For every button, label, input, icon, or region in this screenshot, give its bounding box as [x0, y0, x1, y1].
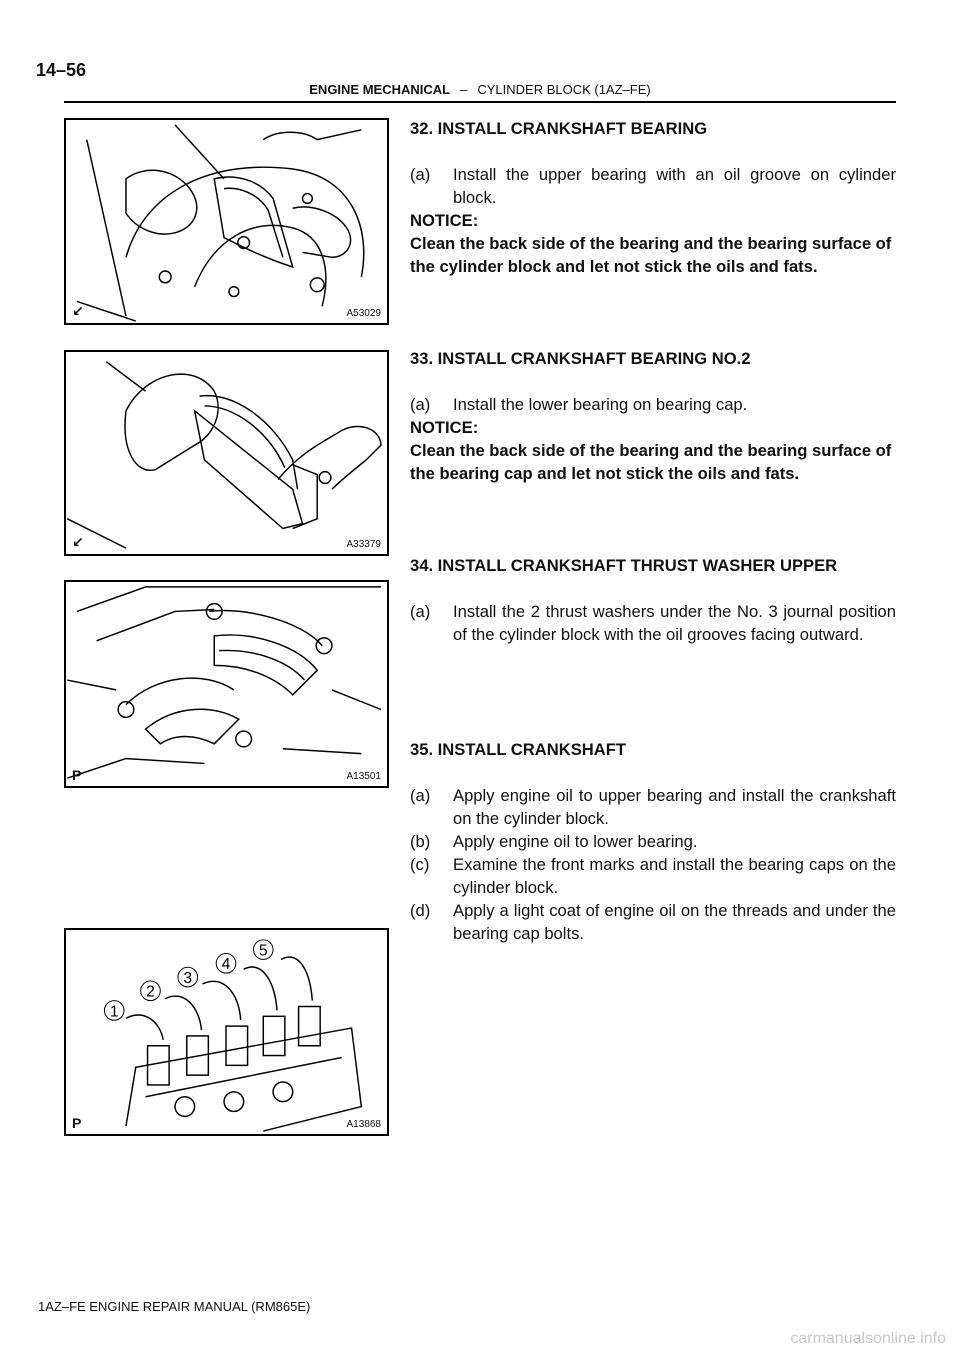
figure-mark: P — [72, 1115, 82, 1131]
step-item — [410, 163, 896, 209]
item-text: Install the lower bearing on bearing cap. — [453, 395, 748, 414]
figure-mark: P — [72, 767, 82, 783]
item-text: Apply engine oil to upper bearing and install the crankshaft on the cylinder block. — [453, 786, 896, 828]
step-title: 33. INSTALL CRANKSHAFT BEARING NO.2 — [410, 349, 751, 368]
header-separator: – — [460, 82, 468, 97]
illustration-crankshaft-caps — [66, 930, 387, 1134]
item-label: (d) — [410, 901, 431, 920]
step-34 — [410, 554, 896, 646]
page-header — [0, 82, 960, 97]
item-text: Apply engine oil to lower bearing. — [453, 832, 698, 851]
header-rule — [64, 101, 896, 103]
item-label: (a) — [410, 786, 431, 805]
step-33 — [410, 347, 896, 485]
notice-label: NOTICE: — [410, 418, 479, 437]
item-label: (a) — [410, 165, 431, 184]
step-35 — [410, 738, 896, 945]
page-number: 14–56 — [36, 60, 87, 80]
figure-mark: ↙ — [72, 303, 84, 319]
notice-text: Clean the back side of the bearing and the bearing surface of the cylinder block and let not stick the oils and fats. — [410, 234, 892, 276]
step-title: 35. INSTALL CRANKSHAFT — [410, 740, 627, 759]
figure-code: A13868 — [346, 1119, 381, 1130]
item-label: (a) — [410, 602, 431, 621]
figure-mark: ↙ — [72, 534, 84, 550]
step-item — [410, 853, 896, 899]
watermark: carmanualsonline.info — [790, 1330, 946, 1347]
item-label: (c) — [410, 855, 430, 874]
item-text: Install the 2 thrust washers under the No. 3 journal position of the cylinder block with the oil grooves facing outward. — [453, 602, 896, 644]
item-text: Install the upper bearing with an oil groove on cylinder block. — [453, 165, 896, 207]
step-item — [410, 393, 896, 416]
figure-code: A13501 — [346, 771, 381, 782]
cap-label-3: 3 — [183, 969, 193, 987]
step-item — [410, 830, 896, 853]
instructions — [410, 117, 896, 968]
item-text: Apply a light coat of engine oil on the threads and under the bearing cap bolts. — [453, 901, 896, 943]
illustration-upper-bearing — [66, 120, 387, 323]
figure-thrust-washer — [64, 580, 389, 788]
figure-upper-bearing — [64, 118, 389, 325]
step-32 — [410, 117, 896, 278]
figure-lower-bearing — [64, 350, 389, 556]
notice-label: NOTICE: — [410, 211, 479, 230]
figure-crankshaft-caps — [64, 928, 389, 1136]
step-title: 32. INSTALL CRANKSHAFT BEARING — [410, 119, 708, 138]
step-item — [410, 899, 896, 945]
step-item — [410, 600, 896, 646]
step-title: 34. INSTALL CRANKSHAFT THRUST WASHER UPPER — [410, 556, 838, 575]
footer: 1AZ–FE ENGINE REPAIR MANUAL (RM865E) — [38, 1299, 311, 1314]
cap-label-2: 2 — [146, 983, 155, 1001]
figure-code: A33379 — [346, 539, 381, 550]
notice-text: Clean the back side of the bearing and the bearing surface of the bearing cap and let not stick the oils and fats. — [410, 441, 892, 483]
header-section: ENGINE MECHANICAL — [309, 82, 451, 97]
step-item — [410, 784, 896, 830]
header-subsection: CYLINDER BLOCK (1AZ–FE) — [477, 82, 651, 97]
cap-label-4: 4 — [221, 956, 231, 974]
item-text: Examine the front marks and install the bearing caps on the cylinder block. — [453, 855, 896, 897]
cap-label-5: 5 — [258, 942, 268, 960]
item-label: (b) — [410, 832, 431, 851]
item-label: (a) — [410, 395, 431, 414]
illustration-lower-bearing — [66, 352, 387, 554]
illustration-thrust-washer — [66, 582, 387, 786]
cap-label-1: 1 — [109, 1003, 119, 1021]
figure-code: A53029 — [346, 308, 381, 319]
